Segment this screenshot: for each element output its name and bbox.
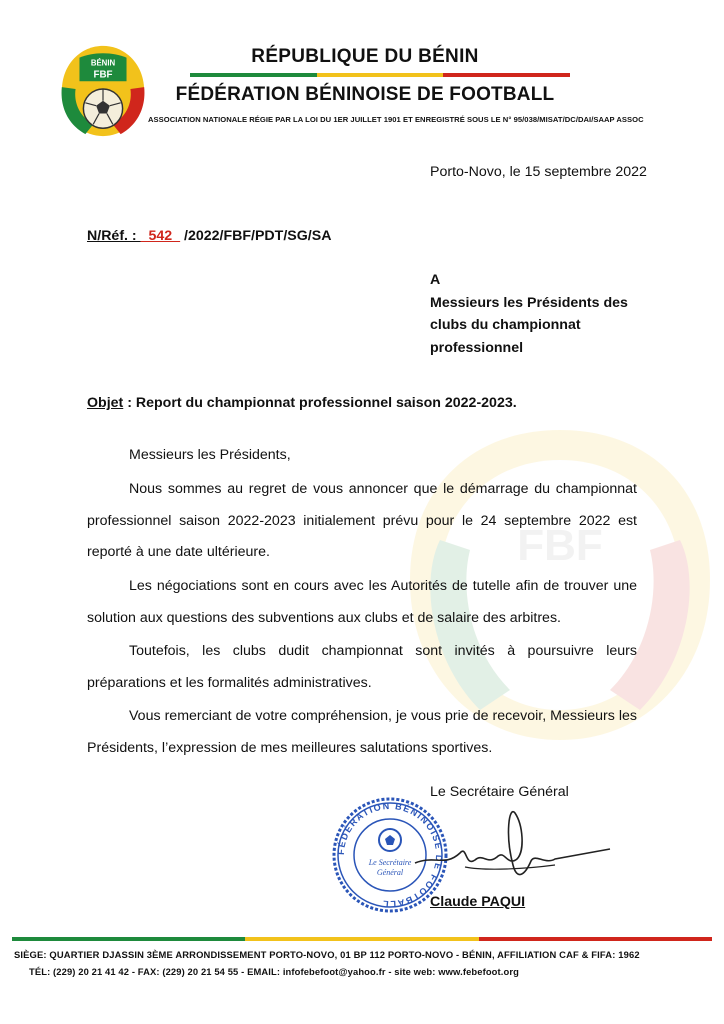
- subject-text: : Report du championnat professionnel saison 2022-2023.: [123, 395, 517, 411]
- body-paragraph: Toutefois, les clubs dudit championnat sont invités à poursuivre leurs préparations et les formalités administratives.: [87, 643, 637, 691]
- reference-number: _542_: [140, 228, 181, 244]
- header-flag-bar: [190, 73, 570, 77]
- recipient-line: clubs du championnat: [430, 317, 581, 333]
- logo-fbf-text: FBF: [93, 69, 113, 81]
- stamp-center-text: Général: [376, 868, 404, 877]
- subject-label: Objet: [87, 395, 124, 411]
- reference-line: [87, 227, 331, 246]
- header-association: ASSOCIATION NATIONALE RÉGIE PAR LA LOI DU 1ER JUILLET 1901 ET ENREGISTRÉ SOUS LE N° 95/038/MISAT/DC/DAI/SAAP ASSOC: [148, 115, 644, 124]
- salutation: Messieurs les Présidents,: [129, 447, 291, 463]
- footer-address: SIÈGE: QUARTIER DJASSIN 3ÈME ARRONDISSEMENT PORTO-NOVO, 01 BP 112 PORTO-NOVO - BÉNIN, AFFILIATION CAF & FIFA: 1962: [14, 949, 640, 960]
- handwritten-signature: [405, 805, 615, 895]
- logo-benin-text: BÉNIN: [90, 58, 116, 68]
- header-republic: RÉPUBLIQUE DU BÉNIN: [251, 46, 479, 67]
- reference-label: N/Réf. :: [87, 228, 141, 244]
- signatory-title: Le Secrétaire Général: [430, 784, 569, 800]
- watermark-text: FBF: [517, 521, 603, 570]
- body-paragraph: Vous remerciant de votre compréhension, je vous prie de recevoir, Messieurs les Présidents, l’expression de mes meilleures salutations sportives.: [87, 708, 637, 756]
- signatory-name: Claude PAQUI: [430, 894, 526, 910]
- footer-contact: TÉL: (229) 20 21 41 42 - FAX: (229) 20 21 54 55 - EMAIL: infofebefoot@yahoo.fr - site web: www.febefoot.org: [29, 966, 519, 977]
- subject-line: [87, 394, 517, 413]
- header-federation: FÉDÉRATION BÉNINOISE DE FOOTBALL: [175, 84, 555, 105]
- body-paragraph: Les négociations sont en cours avec les Autorités de tutelle afin de trouver une solution aux questions des subventions aux clubs et de salaire des arbitres.: [87, 578, 637, 626]
- reference-rest: /2022/FBF/PDT/SG/SA: [180, 228, 332, 244]
- stamp-ring-text: FÉDÉRATION BÉNINOISE DE FOOTBALL: [335, 800, 445, 910]
- body-paragraph: Nous sommes au regret de vous annoncer que le démarrage du championnat professionnel saison 2022-2023 initialement prévu pour le 24 septembre 2022 est reporté à une date ultérieure.: [87, 481, 637, 560]
- recipient-line: Messieurs les Présidents des: [430, 294, 628, 311]
- footer-flag-bar: [12, 937, 712, 941]
- letter-date: Porto-Novo, le 15 septembre 2022: [430, 164, 647, 180]
- recipient-block: [430, 269, 660, 359]
- recipient-line: A: [430, 272, 441, 288]
- stamp-center-text: Le Secrétaire: [368, 858, 412, 867]
- recipient-line: professionnel: [430, 339, 524, 356]
- fbf-logo: [54, 42, 152, 140]
